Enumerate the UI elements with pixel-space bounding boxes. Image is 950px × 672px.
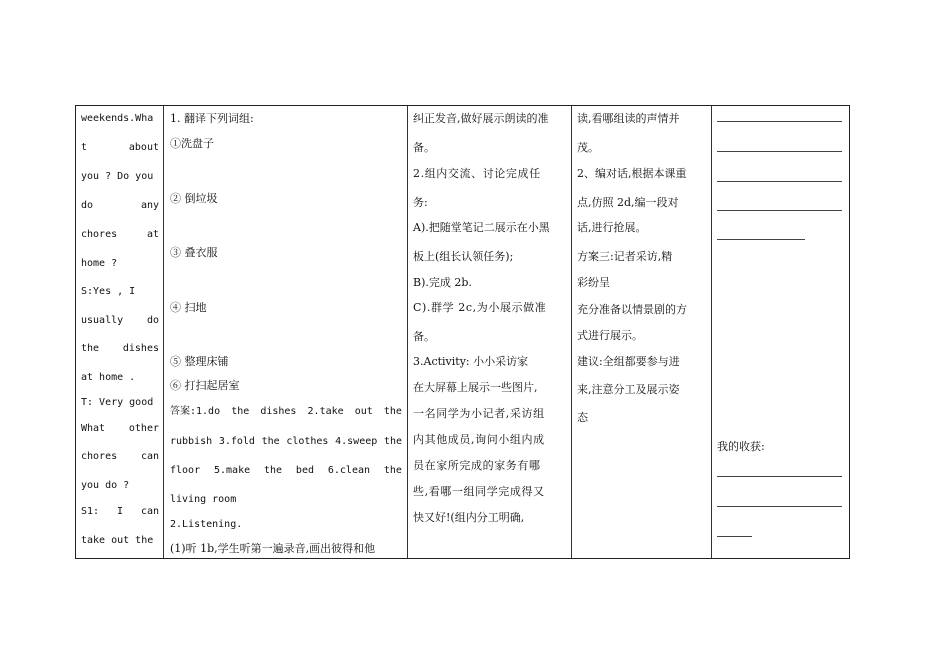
- activity-line: 内其他成员,询问小组内成: [413, 433, 545, 446]
- blank-line[interactable]: [717, 239, 805, 240]
- blank-line[interactable]: [717, 476, 842, 477]
- blank-line[interactable]: [717, 121, 842, 122]
- dialogue-line: do any: [81, 200, 159, 211]
- dialogue-line: at home .: [81, 372, 136, 383]
- dialogue-line: home ?: [81, 258, 118, 269]
- phrase-item: ⑥ 打扫起居室: [170, 379, 240, 392]
- presentation-line: 方案三:记者采访,精: [577, 250, 673, 263]
- dialogue-line: chores at: [81, 229, 159, 240]
- activity-line: 员在家所完成的家务有哪: [413, 459, 541, 472]
- activity-line: 备。: [413, 330, 435, 343]
- activity-line: 务:: [413, 196, 428, 209]
- presentation-line: 2、编对话,根据本课重: [577, 167, 687, 180]
- dialogue-line: you do ?: [81, 480, 130, 491]
- activity-line: 快又好!(组内分工明确,: [413, 511, 525, 524]
- phrase-item: ③ 叠衣服: [170, 246, 218, 259]
- answer-line: living room: [170, 494, 237, 505]
- dialogue-line: S:Yes , I: [81, 286, 136, 297]
- phrase-item: ④ 扫地: [170, 301, 207, 314]
- activity-line: 纠正发音,做好展示朗读的准: [413, 112, 549, 125]
- blank-line[interactable]: [717, 181, 842, 182]
- dialogue-line: usually do: [81, 315, 159, 326]
- column-divider: [407, 106, 408, 558]
- activity-line: A).把随堂笔记二展示在小黑: [413, 221, 550, 234]
- answer-line: floor 5.make the bed 6.clean the: [170, 465, 402, 476]
- answer-line: rubbish 3.fold the clothes 4.sweep the: [170, 436, 402, 447]
- activity-line: 在大屏幕上展示一些图片,: [413, 381, 538, 394]
- dialogue-line: What other: [81, 423, 159, 434]
- presentation-line: 充分准备以情景剧的方: [577, 303, 687, 316]
- harvest-label: 我的收获:: [717, 440, 765, 453]
- activity-line: 一名同学为小记者,采访组: [413, 407, 545, 420]
- column-divider: [571, 106, 572, 558]
- dialogue-line: the dishes: [81, 343, 159, 354]
- dialogue-line: take out the: [81, 535, 154, 546]
- blank-line[interactable]: [717, 506, 842, 507]
- dialogue-line: T: Very good: [81, 397, 154, 408]
- notes-column: [717, 106, 847, 558]
- dialogue-line: S1: I can: [81, 506, 159, 517]
- listening-heading: 2.Listening.: [170, 519, 243, 530]
- column-divider: [163, 106, 164, 558]
- phrase-item: ② 倒垃圾: [170, 192, 218, 205]
- activity-line: 备。: [413, 141, 435, 154]
- activity-line: 些,看哪一组同学完成得又: [413, 485, 545, 498]
- blank-line[interactable]: [717, 151, 842, 152]
- dialogue-line: t about: [81, 142, 159, 153]
- activity-line: 2.组内交流、讨论完成任: [413, 167, 541, 180]
- activity-line: C).群学 2c,为小展示做准: [413, 301, 547, 314]
- translate-heading: 1. 翻译下列词组:: [170, 112, 254, 125]
- phrase-item: ⑤ 整理床铺: [170, 355, 229, 368]
- presentation-line: 建议:全组都要参与进: [577, 355, 680, 368]
- blank-line[interactable]: [717, 210, 842, 211]
- presentation-line: 点,仿照 2d,编一段对: [577, 196, 679, 209]
- dialogue-column: [81, 106, 159, 558]
- dialogue-line: chores can: [81, 451, 159, 462]
- activity-column: [413, 106, 565, 558]
- presentation-line: 茂。: [577, 141, 599, 154]
- presentation-line: 来,注意分工及展示姿: [577, 383, 680, 396]
- phrase-item: ①洗盘子: [170, 137, 214, 150]
- blank-line[interactable]: [717, 536, 752, 537]
- lesson-table: [75, 105, 850, 559]
- listening-note: (1)听 1b,学生听第一遍录音,画出彼得和他: [170, 542, 376, 555]
- presentation-line: 式进行展示。: [577, 329, 643, 342]
- task-column: [170, 106, 402, 558]
- activity-line: 3.Activity: 小小采访家: [413, 355, 529, 368]
- presentation-line: 彩纷呈: [577, 276, 610, 289]
- dialogue-line: you ? Do you: [81, 171, 154, 182]
- answer-line: 答案:1.do the dishes 2.take out the: [170, 406, 402, 417]
- presentation-line: 读,看哪组读的声情并: [577, 112, 680, 125]
- column-divider: [711, 106, 712, 558]
- presentation-column: [577, 106, 705, 558]
- dialogue-line: weekends.Wha: [81, 113, 154, 124]
- presentation-line: 话,进行抢展。: [577, 221, 647, 234]
- presentation-line: 态: [577, 411, 588, 424]
- activity-line: 板上(组长认领任务);: [413, 250, 514, 263]
- activity-line: B).完成 2b.: [413, 276, 472, 289]
